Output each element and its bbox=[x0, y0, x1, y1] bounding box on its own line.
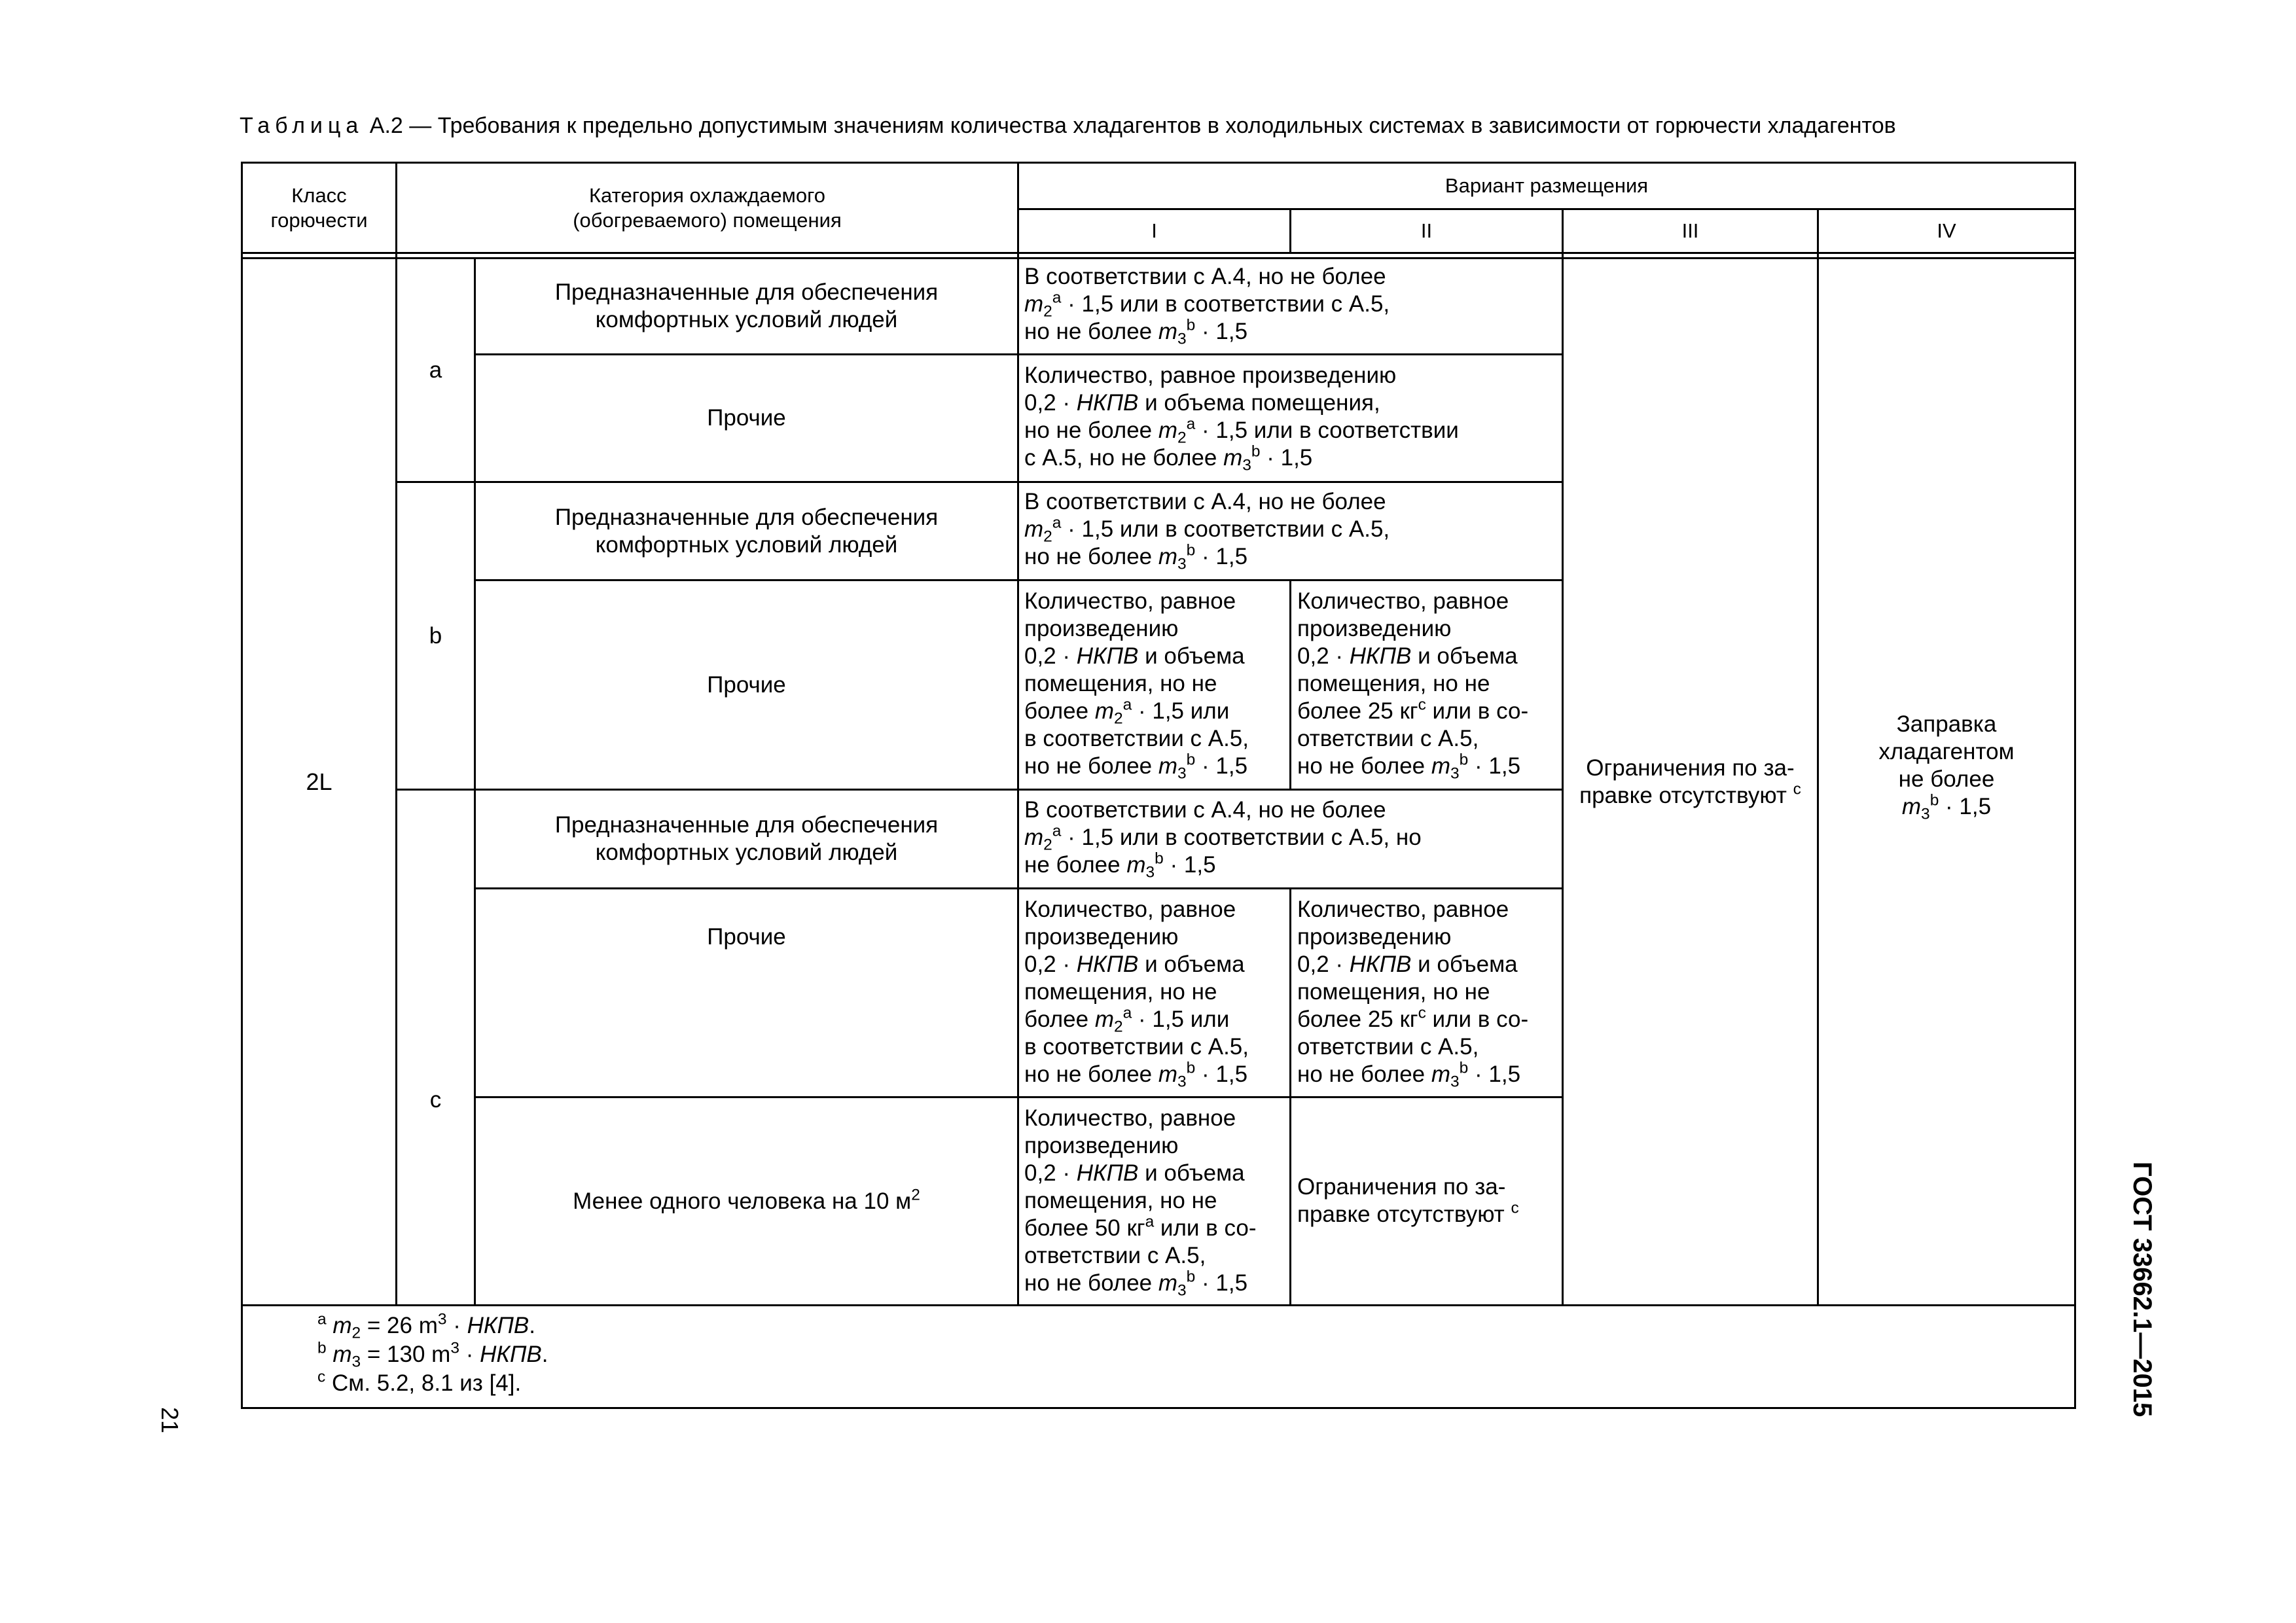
footnote-a: $^a$ $m_2 = 26$ $m^3$ · НКПВ. bbox=[317, 1310, 535, 1342]
cell-b-other-1: Количество, равное произведению 0,2 · НКПВ и объема помещения, но не более $m_2^a \cdot 1,5$ или в соответствии с А.5, но не более $m_3^b \cdot 1,5$ bbox=[1024, 588, 1249, 783]
cell-c-comfort-1-2: В соответствии с А.4, но не более $m_2^a \cdot 1,5$ или в соответствии с А.5, но не более $m_3^b \cdot 1,5$ bbox=[1024, 797, 1422, 882]
footnote-c-text: См. 5.2, 8.1 из [4]. bbox=[331, 1370, 522, 1396]
cell-c-other-1: Количество, равное произведению 0,2 · НКПВ и объема помещения, но не более $m_2^a \cdot 1,5$ или в соответствии с А.5, но не более $m_3^b \cdot 1,5$ bbox=[1024, 897, 1249, 1091]
category-other-b: Прочие bbox=[707, 671, 786, 698]
header-class-line1: Класс bbox=[291, 183, 347, 207]
col4-tail: · 1,5 bbox=[1939, 793, 1992, 819]
col4-m: m bbox=[1901, 793, 1922, 819]
header-variant-4: IV bbox=[1937, 219, 1956, 242]
category-comfort-b-line2: комфортных условий людей bbox=[595, 531, 898, 558]
group-c: c bbox=[429, 1086, 442, 1113]
col4-sub: 3 bbox=[1921, 804, 1930, 823]
header-category-line2: (обогреваемого) помещения bbox=[573, 208, 842, 232]
col3-line1: Ограничения по за- bbox=[1586, 755, 1795, 781]
category-comfort-c-line1: Предназначенные для обеспечения bbox=[554, 812, 939, 838]
caption-number: А.2 bbox=[369, 113, 403, 138]
cell-c-less-2: Ограничения по за- правке отсутствуют $^c$ bbox=[1297, 1174, 1519, 1227]
table-caption bbox=[240, 111, 2072, 140]
category-comfort-a-line1: Предназначенные для обеспечения bbox=[554, 279, 939, 305]
cell-a-other-1-2: Количество, равное произведению 0,2 · НКПВ и объема помещения, но не более $m_2^a \cdot 1,5$ или в соответствии с А.5, но не более $m_3^b \cdot 1,5$ bbox=[1024, 363, 1459, 474]
caption-text: — Требования к предельно допустимым значениям количества хладагентов в холодильных системах в зависимости от горючести хладагентов bbox=[403, 113, 1896, 138]
col4-line2: хладагентом bbox=[1878, 738, 2015, 764]
footnote-c: $^c$ См. 5.2, 8.1 из [4]. bbox=[317, 1368, 522, 1396]
header-category-line1: Категория охлаждаемого bbox=[589, 183, 825, 207]
cell-c-other-2: Количество, равное произведению 0,2 · НКПВ и объема помещения, но не более 25 $кг^c$ или в со- ответствии с А.5, но не более $m_3^b \cdot 1,5$ bbox=[1297, 897, 1529, 1091]
standard-designation: ГОСТ 33662.1—2015 bbox=[2128, 1162, 2157, 1418]
caption-label: Таблица bbox=[240, 113, 364, 138]
category-comfort-a-line2: комфортных условий людей bbox=[595, 307, 898, 332]
category-comfort-a bbox=[476, 259, 1017, 353]
cell-a-comfort-1-2: В соответствии с А.4, но не более $m_2^a \cdot 1,5$ или в соответствии с А.5, но не более $m_3^b \cdot 1,5$ bbox=[1024, 264, 1390, 348]
footnote-b: $^b$ $m_3 = 130$ $m^3$ · НКПВ. bbox=[317, 1339, 548, 1371]
header-class-line2: горючести bbox=[270, 208, 368, 232]
header-variant-3: III bbox=[1681, 219, 1699, 242]
less-one-person-sup: 2 bbox=[911, 1186, 920, 1204]
header-variant-2: II bbox=[1420, 219, 1433, 242]
category-comfort-c bbox=[476, 791, 1017, 887]
category-comfort-b bbox=[476, 483, 1017, 579]
header-variant: Вариант размещения bbox=[1444, 174, 1649, 197]
header-variant-1: I bbox=[1151, 219, 1157, 242]
category-comfort-c-line2: комфортных условий людей bbox=[595, 840, 898, 865]
cell-b-other-2: Количество, равное произведению 0,2 · НКПВ и объема помещения, но не более 25 $кг^c$ или в со- ответствии с А.5, но не более $m_3^b \cdot 1,5$ bbox=[1297, 588, 1529, 783]
class-value: 2L bbox=[306, 768, 332, 795]
less-one-person-text: Менее одного человека на 10 м bbox=[573, 1188, 912, 1214]
category-other-c: Прочие bbox=[707, 924, 786, 950]
header-class bbox=[243, 164, 395, 252]
category-comfort-b-line1: Предназначенные для обеспечения bbox=[554, 504, 939, 530]
col3-line2: правке отсутствуют bbox=[1579, 782, 1787, 808]
category-other-a: Прочие bbox=[707, 405, 786, 431]
group-a: a bbox=[429, 357, 442, 383]
cell-variant-3: Ограничения по за- правке отсутствуют $^c$ bbox=[1579, 755, 1801, 808]
cell-variant-4 bbox=[1819, 259, 2074, 1304]
cell-b-comfort-1-2: В соответствии с А.4, но не более $m_2^a \cdot 1,5$ или в соответствии с А.5, но не более $m_3^b \cdot 1,5$ bbox=[1024, 489, 1390, 573]
page-number: 21 bbox=[156, 1407, 183, 1434]
col4-line1: Заправка bbox=[1896, 711, 1997, 737]
col4-sup: b bbox=[1929, 791, 1939, 810]
category-less-one-person bbox=[476, 1098, 1017, 1304]
cell-c-less-1: Количество, равное произведению 0,2 · НКПВ и объема помещения, но не более 50 $кг^a$ или в со- ответствии с А.5, но не более $m_3^b \cdot 1,5$ bbox=[1024, 1105, 1257, 1300]
group-b: b bbox=[429, 622, 442, 649]
header-category bbox=[397, 164, 1017, 252]
col4-line3: не более bbox=[1898, 766, 1995, 792]
